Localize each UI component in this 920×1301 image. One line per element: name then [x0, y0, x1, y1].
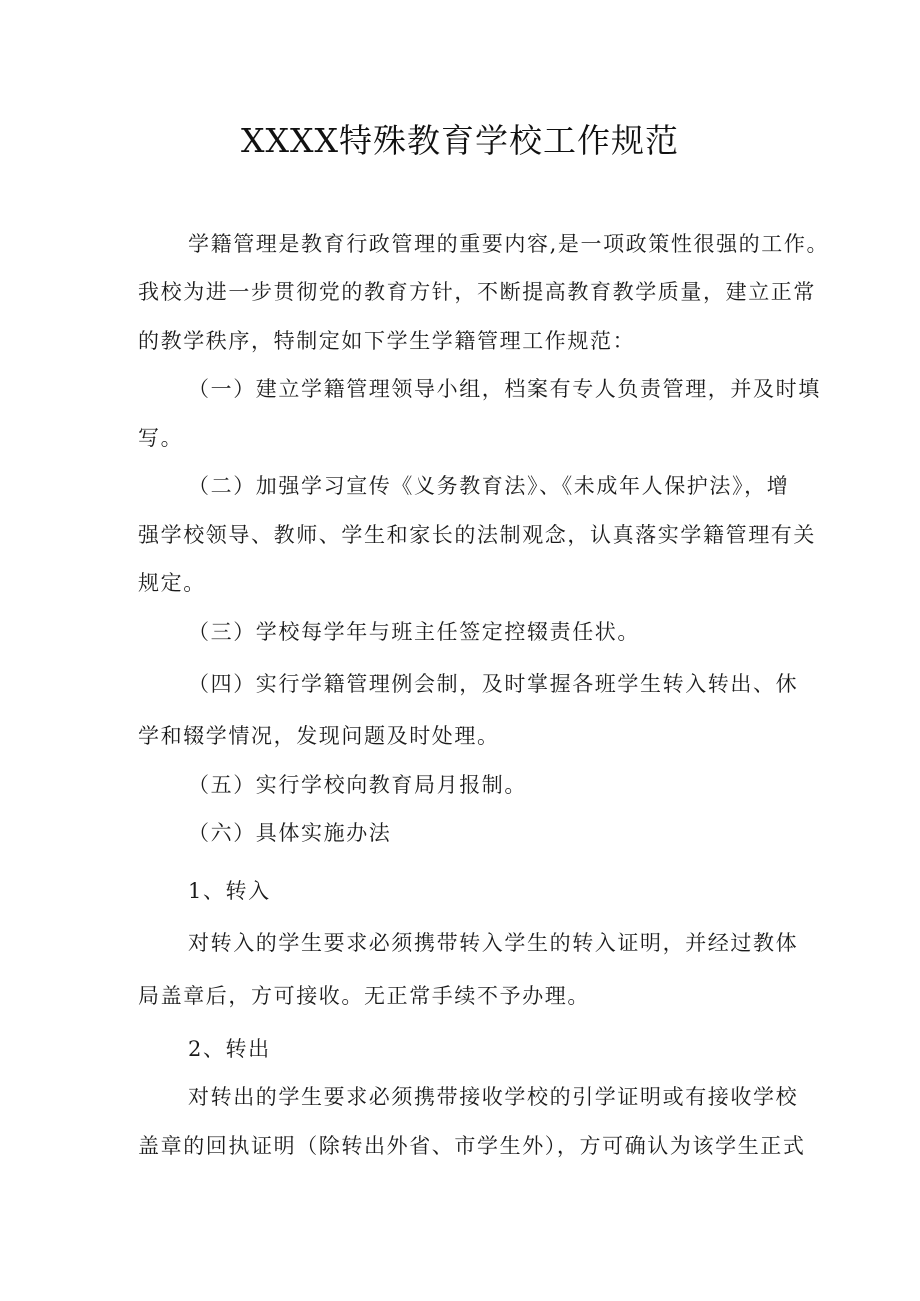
text-line: （二）加强学习宣传《义务教育法》、《未成年人保护法》，增 [188, 474, 790, 498]
text-line: （五）实行学校向教育局月报制。 [188, 773, 527, 797]
text-line: 盖章的回执证明（除转出外省、市学生外），方可确认为该学生正式 [138, 1134, 806, 1158]
text-line: （一）建立学籍管理领导小组，档案有专人负责管理，并及时填 [188, 377, 821, 401]
text-line: 对转出的学生要求必须携带接收学校的引学证明或有接收学校 [188, 1085, 799, 1109]
text-line: 局盖章后，方可接收。无正常手续不予办理。 [138, 984, 590, 1008]
text-line: 写。 [138, 426, 184, 450]
text-line: 1、转入 [188, 879, 271, 903]
text-line: 学籍管理是教育行政管理的重要内容,是一项政策性很强的工作。 [188, 232, 830, 256]
text-line: （六）具体实施办法 [188, 821, 392, 845]
document-title: XXXX特殊教育学校工作规范 [241, 121, 679, 160]
text-line: 对转入的学生要求必须携带转入学生的转入证明，并经过教体 [188, 931, 799, 955]
text-line: 强学校领导、教师、学生和家长的法制观念，认真落实学籍管理有关 [138, 523, 816, 547]
text-line: （三）学校每学年与班主任签定控辍责任状。 [188, 620, 640, 644]
text-line: 的教学秩序，特制定如下学生学籍管理工作规范： [138, 329, 636, 353]
text-line: 我校为进一步贯彻党的教育方针，不断提高教育教学质量，建立正常 [138, 280, 816, 304]
text-line: 学和辍学情况，发现问题及时处理。 [138, 724, 500, 748]
text-line: 2、转出 [188, 1037, 271, 1061]
text-line: 规定。 [138, 571, 206, 595]
text-line: （四）实行学籍管理例会制，及时掌握各班学生转入转出、休 [188, 672, 799, 696]
